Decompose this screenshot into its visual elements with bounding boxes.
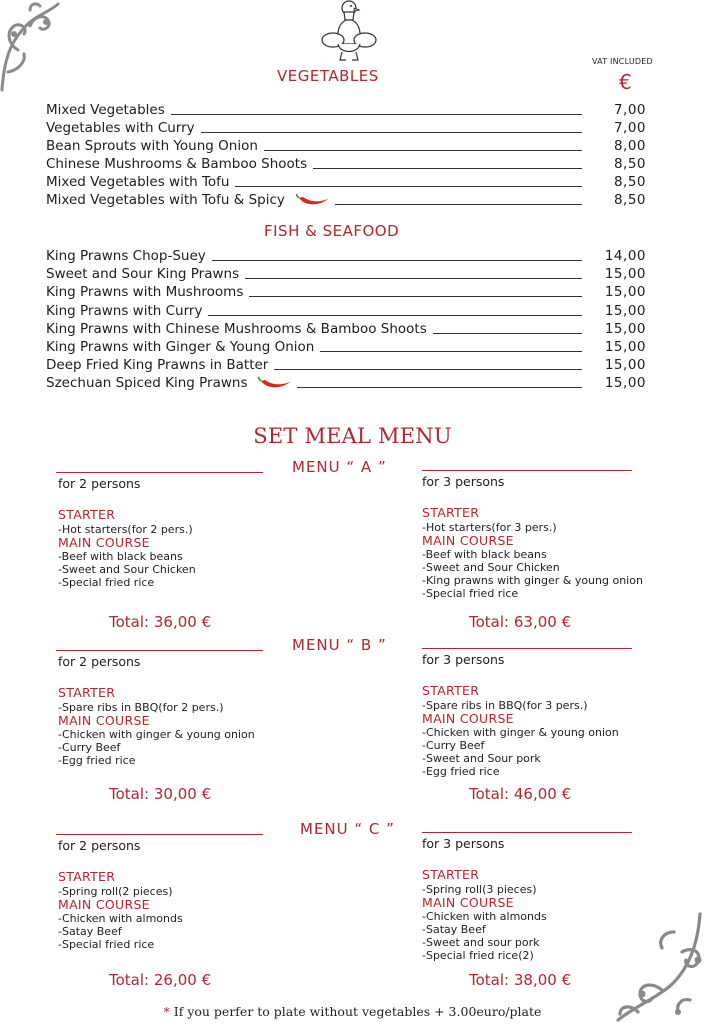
main-course-item: -King prawns with ginger & young onion <box>422 574 643 587</box>
persons-label: for 3 persons <box>422 836 505 851</box>
main-course-item: -Beef with black beans <box>58 550 183 563</box>
section-title-seafood: FISH & SEAFOOD <box>264 222 400 240</box>
main-course-item: -Special fried rice <box>58 576 155 589</box>
menu-item-price: 8,50 <box>613 156 646 172</box>
persons-label: for 2 persons <box>58 476 141 491</box>
menu-item <box>46 321 646 338</box>
menu-item-price: 14,00 <box>604 248 646 264</box>
menu-item-name: Chinese Mushrooms & Bamboo Shoots <box>46 156 308 172</box>
menu-total: Total: 63,00 € <box>469 613 572 631</box>
main-course-item: -Egg fried rice <box>422 765 500 778</box>
course-block <box>58 870 183 951</box>
menu-item-name: King Prawns with Mushrooms <box>46 284 244 301</box>
dotted-leader <box>249 296 582 297</box>
main-course-item: -Sweet and Sour Chicken <box>58 563 196 576</box>
menu-item-price: 15,00 <box>604 320 646 337</box>
dotted-leader <box>297 387 582 388</box>
menu-divider-left <box>56 834 263 835</box>
footnote-star: * <box>163 1004 170 1019</box>
main-course-heading: MAIN COURSE <box>422 532 514 548</box>
dotted-leader <box>208 315 582 316</box>
menu-item-name: King Prawns with Curry <box>46 302 203 319</box>
menu-item-name: Vegetables with Curry <box>46 120 195 136</box>
dotted-leader <box>212 260 582 261</box>
floral-ornament-top-left <box>0 0 62 92</box>
menu-label: MENU “ B ” <box>292 636 387 654</box>
menu-item <box>46 174 646 191</box>
section-title-vegetables: VEGETABLES <box>277 67 379 85</box>
menu-item <box>46 266 646 283</box>
menu-item-name: Mixed Vegetables with Tofu <box>46 174 230 190</box>
menu-item-price: 15,00 <box>604 266 646 283</box>
menu-item-name: Mixed Vegetables <box>46 102 165 118</box>
menu-item <box>46 284 646 301</box>
menu-item-name: Deep Fried King Prawns in Batter <box>46 357 269 374</box>
menu-divider-right <box>422 648 632 649</box>
dotted-leader <box>264 150 582 151</box>
starter-heading: STARTER <box>422 505 480 520</box>
menu-item-price: 15,00 <box>604 302 646 319</box>
vat-label: VAT INCLUDED <box>592 57 653 66</box>
main-course-item: -Satay Beef <box>58 925 122 938</box>
starter-heading: STARTER <box>422 867 480 882</box>
menu-total: Total: 30,00 € <box>109 785 212 803</box>
starter-item: -Spare ribs in BBQ(for 3 pers.) <box>422 698 588 712</box>
course-block <box>422 684 619 778</box>
dotted-leader <box>335 204 582 205</box>
main-course-item: -Chicken with ginger & young onion <box>422 726 619 739</box>
dotted-leader <box>235 186 582 187</box>
menu-item-name: Mixed Vegetables with Tofu & Spicy <box>46 192 285 208</box>
menu-total: Total: 26,00 € <box>109 971 212 989</box>
menu-item-name: King Prawns Chop-Suey <box>46 248 206 264</box>
menu-item-price: 15,00 <box>604 357 646 374</box>
dotted-leader <box>320 351 582 352</box>
menu-item-name: King Prawns with Ginger & Young Onion <box>46 339 315 355</box>
chili-pepper-icon <box>295 194 331 208</box>
persons-label: for 3 persons <box>422 474 505 489</box>
main-course-heading: MAIN COURSE <box>422 710 514 726</box>
menu-divider-right <box>422 470 632 471</box>
menu-item <box>46 192 646 209</box>
menu-item-price: 8,50 <box>613 192 646 208</box>
menu-item-name: Szechuan Spiced King Prawns <box>46 375 248 392</box>
menu-item-price: 7,00 <box>613 102 646 118</box>
menu-total: Total: 36,00 € <box>109 613 212 631</box>
main-course-heading: MAIN COURSE <box>58 896 150 912</box>
main-course-item: -Chicken with almonds <box>422 910 547 923</box>
menu-item-name: King Prawns with Chinese Mushrooms & Bamboo Shoots <box>46 320 427 337</box>
dotted-leader <box>171 114 582 115</box>
footnote <box>0 1004 705 1019</box>
persons-label: for 3 persons <box>422 652 505 667</box>
menu-item <box>46 248 646 265</box>
menu-item-price: 15,00 <box>604 284 646 301</box>
main-course-item: -Special fried rice <box>58 938 155 951</box>
main-course-item: -Chicken with ginger & young onion <box>58 728 255 741</box>
menu-item-name: Bean Sprouts with Young Onion <box>46 138 258 154</box>
main-course-item: -Beef with black beans <box>422 548 547 561</box>
course-block <box>58 686 255 767</box>
menu-divider-right <box>422 832 632 833</box>
menu-item-price: 8,00 <box>613 138 646 154</box>
main-course-item: -Special fried rice(2) <box>422 949 534 962</box>
main-course-heading: MAIN COURSE <box>422 894 514 910</box>
dotted-leader <box>313 168 582 169</box>
main-course-item: -Sweet and Sour Chicken <box>422 561 560 574</box>
chef-goose-logo <box>318 0 380 64</box>
menu-item-price: 15,00 <box>604 375 646 392</box>
menu-item <box>46 120 646 137</box>
set-meal-title: SET MEAL MENU <box>253 424 452 448</box>
starter-heading: STARTER <box>58 869 116 884</box>
dotted-leader <box>274 369 582 370</box>
main-course-item: -Sweet and Sour pork <box>422 752 541 765</box>
menu-item <box>46 339 646 356</box>
main-course-item: -Chicken with almonds <box>58 912 183 925</box>
menu-label: MENU “ C ” <box>300 820 395 838</box>
main-course-item: -Curry Beef <box>58 741 121 754</box>
menu-item-price: 15,00 <box>604 339 646 355</box>
main-course-item: -Curry Beef <box>422 739 485 752</box>
starter-heading: STARTER <box>58 685 116 700</box>
persons-label: for 2 persons <box>58 654 141 669</box>
menu-label: MENU “ A ” <box>292 458 387 476</box>
dotted-leader <box>245 278 582 279</box>
main-course-heading: MAIN COURSE <box>58 534 150 550</box>
menu-total: Total: 46,00 € <box>469 785 572 803</box>
starter-item: -Spare ribs in BBQ(for 2 pers.) <box>58 700 224 714</box>
menu-item-price: 8,50 <box>613 174 646 190</box>
starter-item: -Spring roll(2 pieces) <box>58 884 173 898</box>
starter-heading: STARTER <box>58 507 116 522</box>
starter-item: -Hot starters(for 3 pers.) <box>422 520 557 534</box>
main-course-item: -Satay Beef <box>422 923 486 936</box>
course-block <box>422 868 547 962</box>
menu-item-name: Sweet and Sour King Prawns <box>46 266 240 283</box>
main-course-item: -Egg fried rice <box>58 754 136 767</box>
footnote-text: If you perfer to plate without vegetables + 3.00euro/plate <box>169 1004 542 1019</box>
main-course-item: -Sweet and sour pork <box>422 936 540 949</box>
dotted-leader <box>201 132 582 133</box>
menu-item <box>46 156 646 173</box>
menu-item <box>46 357 646 374</box>
menu-item <box>46 375 646 392</box>
starter-item: -Hot starters(for 2 pers.) <box>58 522 193 536</box>
menu-item-price: 7,00 <box>613 120 646 136</box>
course-block <box>58 508 196 589</box>
menu-item <box>46 303 646 320</box>
course-block <box>422 506 643 600</box>
persons-label: for 2 persons <box>58 838 141 853</box>
menu-divider-left <box>56 650 263 651</box>
menu-item <box>46 138 646 155</box>
menu-divider-left <box>56 472 263 473</box>
starter-heading: STARTER <box>422 683 480 698</box>
menu-total: Total: 38,00 € <box>469 971 572 989</box>
starter-item: -Spring roll(3 pieces) <box>422 882 537 896</box>
main-course-item: -Special fried rice <box>422 587 519 600</box>
currency-symbol: € <box>619 70 632 94</box>
chili-pepper-icon <box>257 377 293 391</box>
menu-item <box>46 102 646 119</box>
dotted-leader <box>433 333 582 334</box>
main-course-heading: MAIN COURSE <box>58 712 150 728</box>
